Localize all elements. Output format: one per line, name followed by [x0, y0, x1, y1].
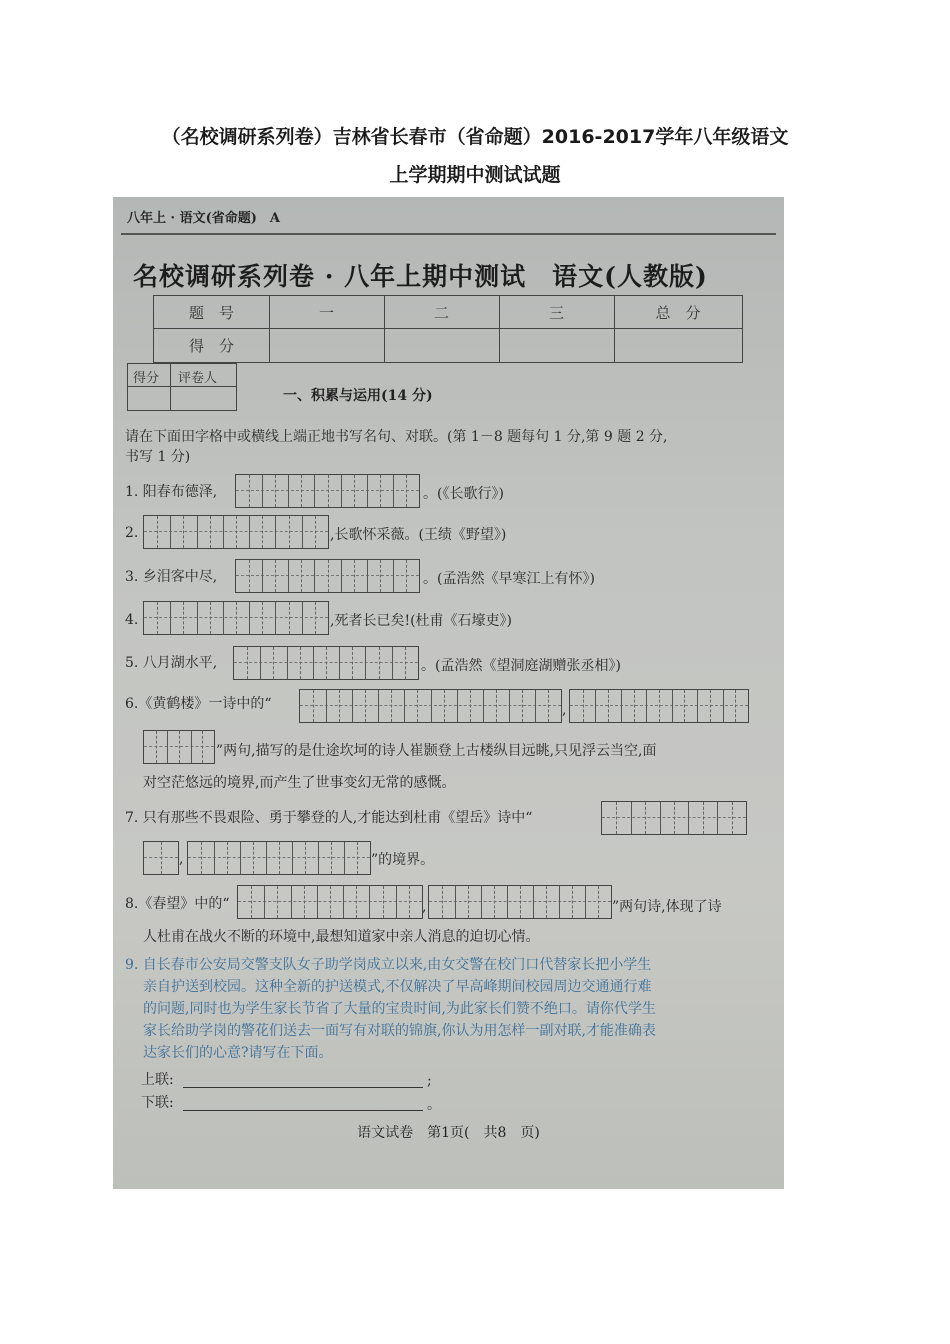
- grid-half-guide: [330, 886, 332, 918]
- grid-half-guide: [315, 602, 317, 634]
- grid-half-guide: [357, 842, 359, 874]
- grid-half-guide: [417, 690, 419, 722]
- grid-cell-divider: [275, 602, 277, 634]
- q7-prefix: 7. 只有那些不畏艰险、勇于攀登的人,才能达到杜甫《望岳》诗中“: [125, 810, 533, 826]
- grid-half-guide: [405, 647, 407, 679]
- grid-cell-divider: [483, 690, 485, 722]
- section-1-title: 一、积累与运用(14 分): [283, 388, 433, 404]
- grid-cell-divider: [223, 602, 225, 634]
- grid-half-guide: [674, 802, 676, 834]
- q8-answer-grid-b[interactable]: [428, 885, 612, 919]
- grid-cell-divider: [507, 886, 509, 918]
- q6-prefix: 6.《黄鹤楼》一诗中的“: [125, 696, 272, 712]
- grid-cell-divider: [393, 475, 395, 507]
- grader-box-column-rule: [170, 364, 171, 410]
- q8-line2: 人杜甫在战火不断的环境中,最想知道家中亲人消息的迫切心情。: [143, 929, 540, 945]
- q9-upper-label: 上联:: [141, 1072, 174, 1088]
- grid-cell-divider: [292, 842, 294, 874]
- grid-cell-divider: [457, 690, 459, 722]
- grid-cell-divider: [318, 842, 320, 874]
- q3-answer-grid[interactable]: [235, 559, 420, 593]
- grid-half-guide: [305, 842, 307, 874]
- grid-half-guide: [273, 647, 275, 679]
- q1-answer-grid[interactable]: [235, 474, 420, 508]
- q3-suffix: 。(孟浩然《早寒江上有怀》): [423, 571, 595, 587]
- grid-cell-divider: [288, 560, 290, 592]
- grid-cell-divider: [404, 690, 406, 722]
- grid-cell-divider: [249, 516, 251, 548]
- grid-cell-divider: [264, 886, 266, 918]
- grid-cell-divider: [288, 475, 290, 507]
- q8-prefix: 8.《春望》中的“: [125, 896, 230, 912]
- grid-cell-divider: [266, 842, 268, 874]
- grid-half-guide: [251, 886, 253, 918]
- q1-prefix: 1. 阳春布德泽,: [125, 484, 218, 500]
- grid-half-guide: [732, 802, 734, 834]
- q2-suffix: ,长歌怀采薇。(王绩《野望》): [330, 527, 507, 543]
- grid-half-guide: [161, 842, 163, 874]
- grid-half-guide: [247, 647, 249, 679]
- grid-half-guide: [157, 516, 159, 548]
- grid-cell-divider: [378, 690, 380, 722]
- q3-prefix: 3. 乡泪客中尽,: [125, 569, 218, 585]
- grid-cell-divider: [431, 690, 433, 722]
- q9-line5: 达家长们的心意?请写在下面。: [143, 1045, 333, 1061]
- q1-suffix: 。(《长歌行》): [423, 486, 504, 502]
- grid-cell-divider: [214, 842, 216, 874]
- grid-cell-divider: [341, 560, 343, 592]
- q8-comma: ,: [422, 899, 427, 915]
- grid-half-guide: [156, 731, 158, 763]
- grid-half-guide: [304, 886, 306, 918]
- q6-line3: 对空茫悠远的境界,而产生了世事变幻无常的感慨。: [143, 775, 456, 791]
- grid-half-guide: [354, 560, 356, 592]
- grid-half-guide: [548, 690, 550, 722]
- grid-half-guide: [279, 842, 281, 874]
- paper-header: 八年上 · 语文(省命题) A: [127, 211, 280, 226]
- q9-lower-couplet-line[interactable]: [183, 1110, 423, 1111]
- grid-half-guide: [201, 842, 203, 874]
- grid-half-guide: [616, 802, 618, 834]
- q9-lower-end: 。: [427, 1097, 441, 1113]
- grid-half-guide: [253, 842, 255, 874]
- score-header-3: 三: [548, 304, 564, 322]
- grid-cell-divider: [314, 475, 316, 507]
- grid-cell-divider: [631, 802, 633, 834]
- grid-half-guide: [236, 602, 238, 634]
- grid-cell-divider: [365, 647, 367, 679]
- grid-cell-divider: [287, 647, 289, 679]
- grid-half-guide: [608, 690, 610, 722]
- grid-cell-divider: [262, 560, 264, 592]
- grid-cell-divider: [197, 602, 199, 634]
- grid-half-guide: [380, 560, 382, 592]
- grid-half-guide: [406, 560, 408, 592]
- grid-cell-divider: [170, 602, 172, 634]
- grid-cell-divider: [170, 516, 172, 548]
- grid-cell-divider: [393, 560, 395, 592]
- instructions-line2: 书写 1 分): [125, 449, 191, 465]
- grid-half-guide: [409, 886, 411, 918]
- q7-answer-grid-c[interactable]: [187, 841, 371, 875]
- grid-half-guide: [703, 802, 705, 834]
- q6-comma: ,: [562, 702, 567, 718]
- grid-half-guide: [572, 886, 574, 918]
- grid-cell-divider: [646, 690, 648, 722]
- grid-cell-divider: [260, 647, 262, 679]
- grid-half-guide: [275, 560, 277, 592]
- score-row-label: 得 分: [188, 337, 234, 355]
- grid-cell-divider: [535, 690, 537, 722]
- q6-answer-grid-b[interactable]: [569, 689, 749, 723]
- grid-cell-divider: [302, 516, 304, 548]
- q5-suffix: 。(孟浩然《望洞庭湖赠张丞相》): [421, 658, 621, 674]
- score-header-2: 二: [433, 304, 449, 322]
- grid-cell-divider: [717, 802, 719, 834]
- grid-half-guide: [406, 475, 408, 507]
- grid-cell-divider: [392, 647, 394, 679]
- grid-half-guide: [444, 690, 446, 722]
- score-header-1: 一: [318, 304, 334, 322]
- grid-half-guide: [289, 516, 291, 548]
- grid-half-guide: [183, 516, 185, 548]
- grader-box-divider: [128, 386, 236, 387]
- grid-half-guide: [227, 842, 229, 874]
- grid-cell-divider: [396, 886, 398, 918]
- grid-half-guide: [684, 690, 686, 722]
- grid-cell-divider: [660, 802, 662, 834]
- grid-half-guide: [275, 475, 277, 507]
- grid-half-guide: [735, 690, 737, 722]
- q7-answer-grid-b[interactable]: [143, 841, 179, 875]
- grid-half-guide: [442, 886, 444, 918]
- grid-half-guide: [315, 516, 317, 548]
- grid-half-guide: [313, 690, 315, 722]
- grid-half-guide: [301, 475, 303, 507]
- q6-answer-grid-a[interactable]: [299, 689, 562, 723]
- grid-half-guide: [249, 560, 251, 592]
- grid-cell-divider: [455, 886, 457, 918]
- q4-prefix: 4.: [125, 612, 139, 628]
- q5-answer-grid[interactable]: [233, 646, 419, 680]
- grid-half-guide: [210, 602, 212, 634]
- grid-cell-divider: [314, 560, 316, 592]
- grid-cell-divider: [339, 647, 341, 679]
- grid-cell-divider: [191, 731, 193, 763]
- q8-suffix: ”两句诗,体现了诗: [612, 899, 722, 915]
- grid-half-guide: [634, 690, 636, 722]
- grid-half-guide: [496, 690, 498, 722]
- grid-half-guide: [157, 602, 159, 634]
- grid-half-guide: [236, 516, 238, 548]
- grid-cell-divider: [621, 690, 623, 722]
- grid-cell-divider: [341, 475, 343, 507]
- grid-half-guide: [262, 516, 264, 548]
- grid-cell-divider: [369, 886, 371, 918]
- grader-box: [127, 363, 237, 411]
- q9-line2: 亲自护送到校园。这种全新的护送模式,不仅解决了早高峰期间校园周边交通通行难: [143, 979, 652, 995]
- grid-half-guide: [520, 886, 522, 918]
- grid-half-guide: [300, 647, 302, 679]
- score-header-question: 题 号: [188, 304, 234, 322]
- instructions-line1: 请在下面田字格中或横线上端正地书写名句、对联。(第 1－8 题每句 1 分,第 9 题 2 分,: [125, 429, 668, 445]
- q9-upper-end: ;: [427, 1073, 432, 1089]
- grid-half-guide: [380, 475, 382, 507]
- grid-half-guide: [328, 475, 330, 507]
- q9-line1: 9. 自长春市公安局交警支队女子助学岗成立以来,由女交警在校门口代替家长把小学生: [125, 957, 652, 973]
- grid-cell-divider: [249, 602, 251, 634]
- q9-line3: 的问题,同时也为学生家长节省了大量的宝贵时间,为此家长们赞不绝口。请你代学生: [143, 1001, 656, 1017]
- grid-cell-divider: [367, 560, 369, 592]
- grid-half-guide: [249, 475, 251, 507]
- grid-cell-divider: [559, 886, 561, 918]
- grid-cell-divider: [291, 886, 293, 918]
- exam-paper-photo: [113, 197, 784, 1189]
- grid-cell-divider: [672, 690, 674, 722]
- grid-half-guide: [301, 560, 303, 592]
- q2-answer-grid[interactable]: [143, 515, 329, 549]
- grid-half-guide: [391, 690, 393, 722]
- grid-cell-divider: [313, 647, 315, 679]
- grid-cell-divider: [481, 886, 483, 918]
- grid-half-guide: [326, 647, 328, 679]
- q9-line4: 家长给助学岗的警花们送去一面写有对联的锦旗,你认为用怎样一副对联,才能准确表: [143, 1023, 656, 1039]
- page-footer: 语文试卷 第1页( 共8 页): [357, 1125, 540, 1141]
- grid-half-guide: [470, 690, 472, 722]
- grid-half-guide: [183, 602, 185, 634]
- q4-suffix: ,死者长已矣!(杜甫《石壕吏》): [330, 613, 512, 629]
- grid-cell-divider: [367, 475, 369, 507]
- exam-title: 名校调研系列卷 · 八年上期中测试 语文(人教版): [133, 262, 708, 291]
- grid-half-guide: [328, 560, 330, 592]
- grid-half-guide: [379, 647, 381, 679]
- q7-suffix: ”的境界。: [371, 852, 435, 868]
- score-header-total: 总 分: [655, 304, 701, 322]
- grid-half-guide: [598, 886, 600, 918]
- grid-half-guide: [179, 731, 181, 763]
- grid-cell-divider: [509, 690, 511, 722]
- score-table: [153, 295, 743, 363]
- document-title-line1: （名校调研系列卷）吉林省长春市（省命题）2016-2017学年八年级语文: [161, 126, 789, 148]
- grid-cell-divider: [585, 886, 587, 918]
- grid-half-guide: [339, 690, 341, 722]
- document-title-line2: 上学期期中测试试题: [389, 164, 561, 186]
- q5-prefix: 5. 八月湖水平,: [125, 655, 218, 671]
- grid-half-guide: [583, 690, 585, 722]
- grid-half-guide: [210, 516, 212, 548]
- grid-cell-divider: [352, 690, 354, 722]
- grid-half-guide: [331, 842, 333, 874]
- grid-half-guide: [494, 886, 496, 918]
- grid-cell-divider: [223, 516, 225, 548]
- grid-cell-divider: [197, 516, 199, 548]
- grid-half-guide: [365, 690, 367, 722]
- q7-answer-grid-a[interactable]: [601, 801, 747, 835]
- grid-cell-divider: [317, 886, 319, 918]
- header-rule: [121, 233, 776, 235]
- grid-cell-divider: [240, 842, 242, 874]
- grid-cell-divider: [275, 516, 277, 548]
- grid-half-guide: [352, 647, 354, 679]
- grid-half-guide: [277, 886, 279, 918]
- grid-cell-divider: [343, 886, 345, 918]
- grid-cell-divider: [262, 475, 264, 507]
- grid-half-guide: [354, 475, 356, 507]
- grid-cell-divider: [167, 731, 169, 763]
- q9-lower-label: 下联:: [141, 1095, 174, 1111]
- q8-answer-grid-a[interactable]: [237, 885, 423, 919]
- grid-cell-divider: [344, 842, 346, 874]
- grid-half-guide: [289, 602, 291, 634]
- q4-answer-grid[interactable]: [143, 601, 329, 635]
- grid-half-guide: [710, 690, 712, 722]
- grid-half-guide: [659, 690, 661, 722]
- grid-cell-divider: [595, 690, 597, 722]
- q6-answer-grid-c[interactable]: [143, 730, 215, 764]
- grid-cell-divider: [326, 690, 328, 722]
- grid-cell-divider: [302, 602, 304, 634]
- grader-score-label: 得分: [133, 371, 160, 386]
- grid-cell-divider: [723, 690, 725, 722]
- grid-cell-divider: [697, 690, 699, 722]
- score-table-divider: [154, 328, 742, 329]
- grid-half-guide: [522, 690, 524, 722]
- q6-line2: ”两句,描写的是仕途坎坷的诗人崔颢登上古楼纵目远眺,只见浮云当空,面: [216, 743, 657, 759]
- q7-comma: ,: [179, 851, 184, 867]
- grid-half-guide: [383, 886, 385, 918]
- q9-upper-couplet-line[interactable]: [183, 1087, 423, 1088]
- grid-half-guide: [645, 802, 647, 834]
- grid-half-guide: [546, 886, 548, 918]
- grid-cell-divider: [533, 886, 535, 918]
- grader-name-label: 评卷人: [178, 371, 218, 386]
- grid-half-guide: [262, 602, 264, 634]
- grid-half-guide: [468, 886, 470, 918]
- q2-prefix: 2.: [125, 525, 139, 541]
- grid-half-guide: [202, 731, 204, 763]
- grid-cell-divider: [688, 802, 690, 834]
- grid-half-guide: [356, 886, 358, 918]
